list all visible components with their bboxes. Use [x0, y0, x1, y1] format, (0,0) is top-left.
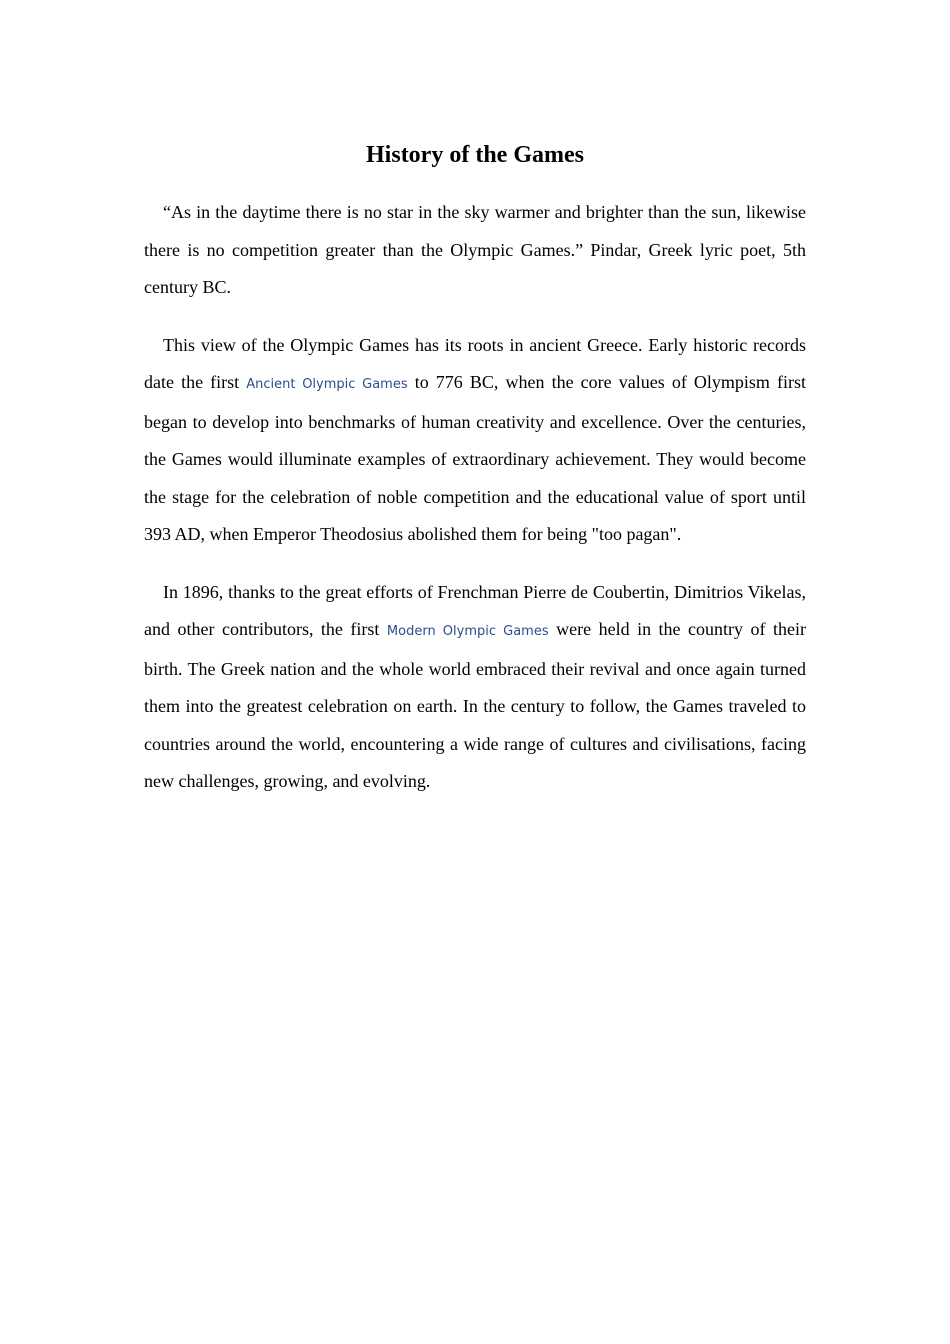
paragraph-text: This view of the Olympic Games has its roots in ancient Greece. Early historic records date the first	[144, 334, 806, 392]
quote-paragraph	[144, 194, 806, 307]
paragraph-text: to 776 BC, when the core values of Olympism first began to develop into benchmarks of human creativity and excellence. Over the centuries, the Games would illuminate examples of extraordinary achievement. They would become the stage for the celebration of noble competition and the educational value of sport until 393 AD, when Emperor Theodosius abolished them for being "too pagan".	[144, 372, 806, 544]
paragraph-text: were held in the country of their birth. The Greek nation and the whole world embraced their revival and once again turned them into the greatest celebration on earth. In the century to follow, the Games traveled to countries around the world, encountering a wide range of cultures and civilisations, facing new challenges, growing, and evolving.	[144, 619, 806, 791]
modern-olympic-games-link[interactable]: Modern Olympic Games	[386, 624, 549, 639]
paragraph-text: In 1896, thanks to the great efforts of Frenchman Pierre de Coubertin, Dimitrios Vikelas, and other contributors, the first	[144, 581, 806, 639]
ancient-olympic-games-link[interactable]: Ancient Olympic Games	[246, 377, 408, 392]
quote-text: “As in the daytime there is no star in the sky warmer and brighter than the sun, likewise there is no competition greater than the Olympic Games.” Pindar, Greek lyric poet, 5th century BC.	[144, 202, 806, 297]
modern-history-paragraph	[144, 574, 806, 801]
page-title: History of the Games	[366, 142, 584, 168]
document-page	[144, 138, 806, 821]
ancient-history-paragraph	[144, 327, 806, 554]
